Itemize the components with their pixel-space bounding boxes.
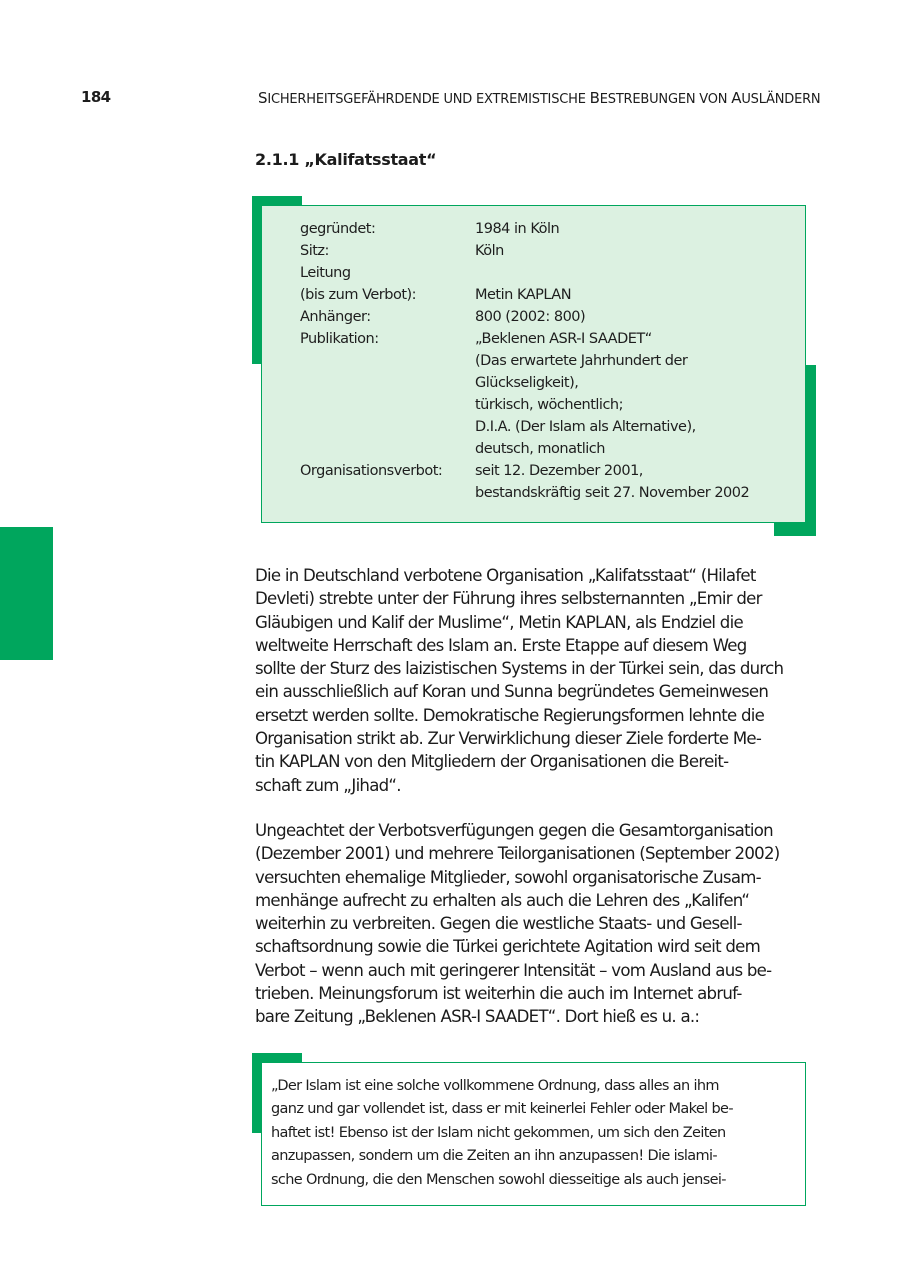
fact-value: 1984 in Köln — [475, 221, 560, 237]
paragraph-line: versuchten ehemalige Mitglieder, sowohl organisatorische Zusam- — [255, 867, 761, 887]
paragraph-line: ein ausschließlich auf Koran und Sunna begründetes Gemeinwesen — [255, 682, 769, 702]
fact-value: 800 (2002: 800) — [475, 309, 586, 325]
paragraph-line: Organisation strikt ab. Zur Verwirklichung dieser Ziele forderte Me- — [255, 729, 762, 749]
paragraph-line: Gläubigen und Kalif der Muslime“, Metin KAPLAN, als Endziel die — [255, 612, 743, 632]
fact-value: „Beklenen ASR-I SAADET“ — [475, 331, 652, 347]
paragraph-line: tin KAPLAN von den Mitgliedern der Organisationen die Bereit- — [255, 752, 729, 772]
fact-value: Glückseligkeit), — [475, 375, 579, 391]
fact-box-accent-bottom — [774, 522, 816, 536]
fact-box-accent-right — [805, 365, 816, 536]
quote-line: „Der Islam ist eine solche vollkommene Ordnung, dass alles an ihm — [271, 1078, 719, 1094]
fact-value: Köln — [475, 243, 504, 259]
running-head-part: S — [258, 89, 268, 107]
paragraph-line: menhänge aufrecht zu erhalten als auch die Lehren des „Kalifen“ — [255, 890, 750, 910]
fact-label: Leitung — [300, 265, 351, 281]
running-head-part: ICHERHEITSGEFÄHRDENDE UND EXTREMISTISCHE — [267, 92, 590, 107]
fact-value: seit 12. Dezember 2001, — [475, 463, 643, 479]
fact-label: gegründet: — [300, 221, 376, 237]
section-title: 2.1.1 „Kalifatsstaat“ — [255, 150, 437, 169]
running-head-part: USLÄNDERN — [741, 92, 821, 107]
fact-value: D.I.A. (Der Islam als Alternative), — [475, 419, 696, 435]
quote-line: sche Ordnung, die den Menschen sowohl diesseitige als auch jensei- — [271, 1171, 726, 1188]
body-paragraph-1 — [255, 564, 825, 797]
paragraph-line: schaft zum „Jihad“. — [255, 775, 401, 795]
paragraph-line: Devleti) strebte unter der Führung ihres selbsternannten „Emir der — [255, 589, 762, 609]
fact-label: (bis zum Verbot): — [300, 287, 417, 303]
quote-text — [271, 1075, 733, 1192]
paragraph-line: sollte der Sturz des laizistischen Systems in der Türkei sein, das durch — [255, 659, 784, 679]
paragraph-line: trieben. Meinungsforum ist weiterhin die auch im Internet abruf- — [255, 984, 742, 1004]
fact-label: Publikation: — [300, 331, 379, 347]
fact-value: (Das erwartete Jahrhundert der — [475, 353, 688, 369]
paragraph-line: Ungeachtet der Verbotsverfügungen gegen die Gesamtorganisation — [255, 821, 773, 840]
paragraph-line: ersetzt werden sollte. Demokratische Regierungsformen lehnte die — [255, 705, 765, 725]
running-head-part: ESTREBUNGEN VON — [599, 92, 732, 107]
fact-value: bestandskräftig seit 27. November 2002 — [475, 485, 750, 501]
quote-line: anzupassen, sondern um die Zeiten an ihn anzupassen! Die islami- — [271, 1148, 717, 1165]
quote-line: ganz und gar vollendet ist, dass er mit keinerlei Fehler oder Makel be- — [271, 1101, 733, 1118]
paragraph-line: Die in Deutschland verbotene Organisation „Kalifatsstaat“ (Hilafet — [255, 566, 756, 585]
fact-label: Organisationsverbot: — [300, 463, 443, 479]
fact-value: deutsch, monatlich — [475, 441, 605, 457]
paragraph-line: weltweite Herrschaft des Islam an. Erste Etappe auf diesem Weg — [255, 635, 747, 655]
running-head — [258, 89, 820, 107]
paragraph-line: bare Zeitung „Beklenen ASR-I SAADET“. Dort hieß es u. a.: — [255, 1007, 700, 1027]
page-number: 184 — [81, 88, 111, 106]
chapter-marker-bar — [0, 527, 53, 660]
fact-label: Sitz: — [300, 243, 329, 259]
quote-line: haftet ist! Ebenso ist der Islam nicht gekommen, um sich den Zeiten — [271, 1124, 726, 1141]
body-paragraph-2 — [255, 819, 825, 1029]
running-head-part: A — [731, 89, 742, 107]
fact-label: Anhänger: — [300, 309, 371, 325]
paragraph-line: weiterhin zu verbreiten. Gegen die westliche Staats- und Gesell- — [255, 914, 742, 934]
fact-value: türkisch, wöchentlich; — [475, 397, 623, 413]
fact-value: Metin KAPLAN — [475, 287, 572, 303]
paragraph-line: (Dezember 2001) und mehrere Teilorganisationen (September 2002) — [255, 844, 780, 864]
running-head-part: B — [589, 89, 600, 107]
paragraph-line: Verbot – wenn auch mit geringerer Intensität – vom Ausland aus be- — [255, 960, 772, 980]
paragraph-line: schaftsordnung sowie die Türkei gerichtete Agitation wird seit dem — [255, 937, 761, 957]
